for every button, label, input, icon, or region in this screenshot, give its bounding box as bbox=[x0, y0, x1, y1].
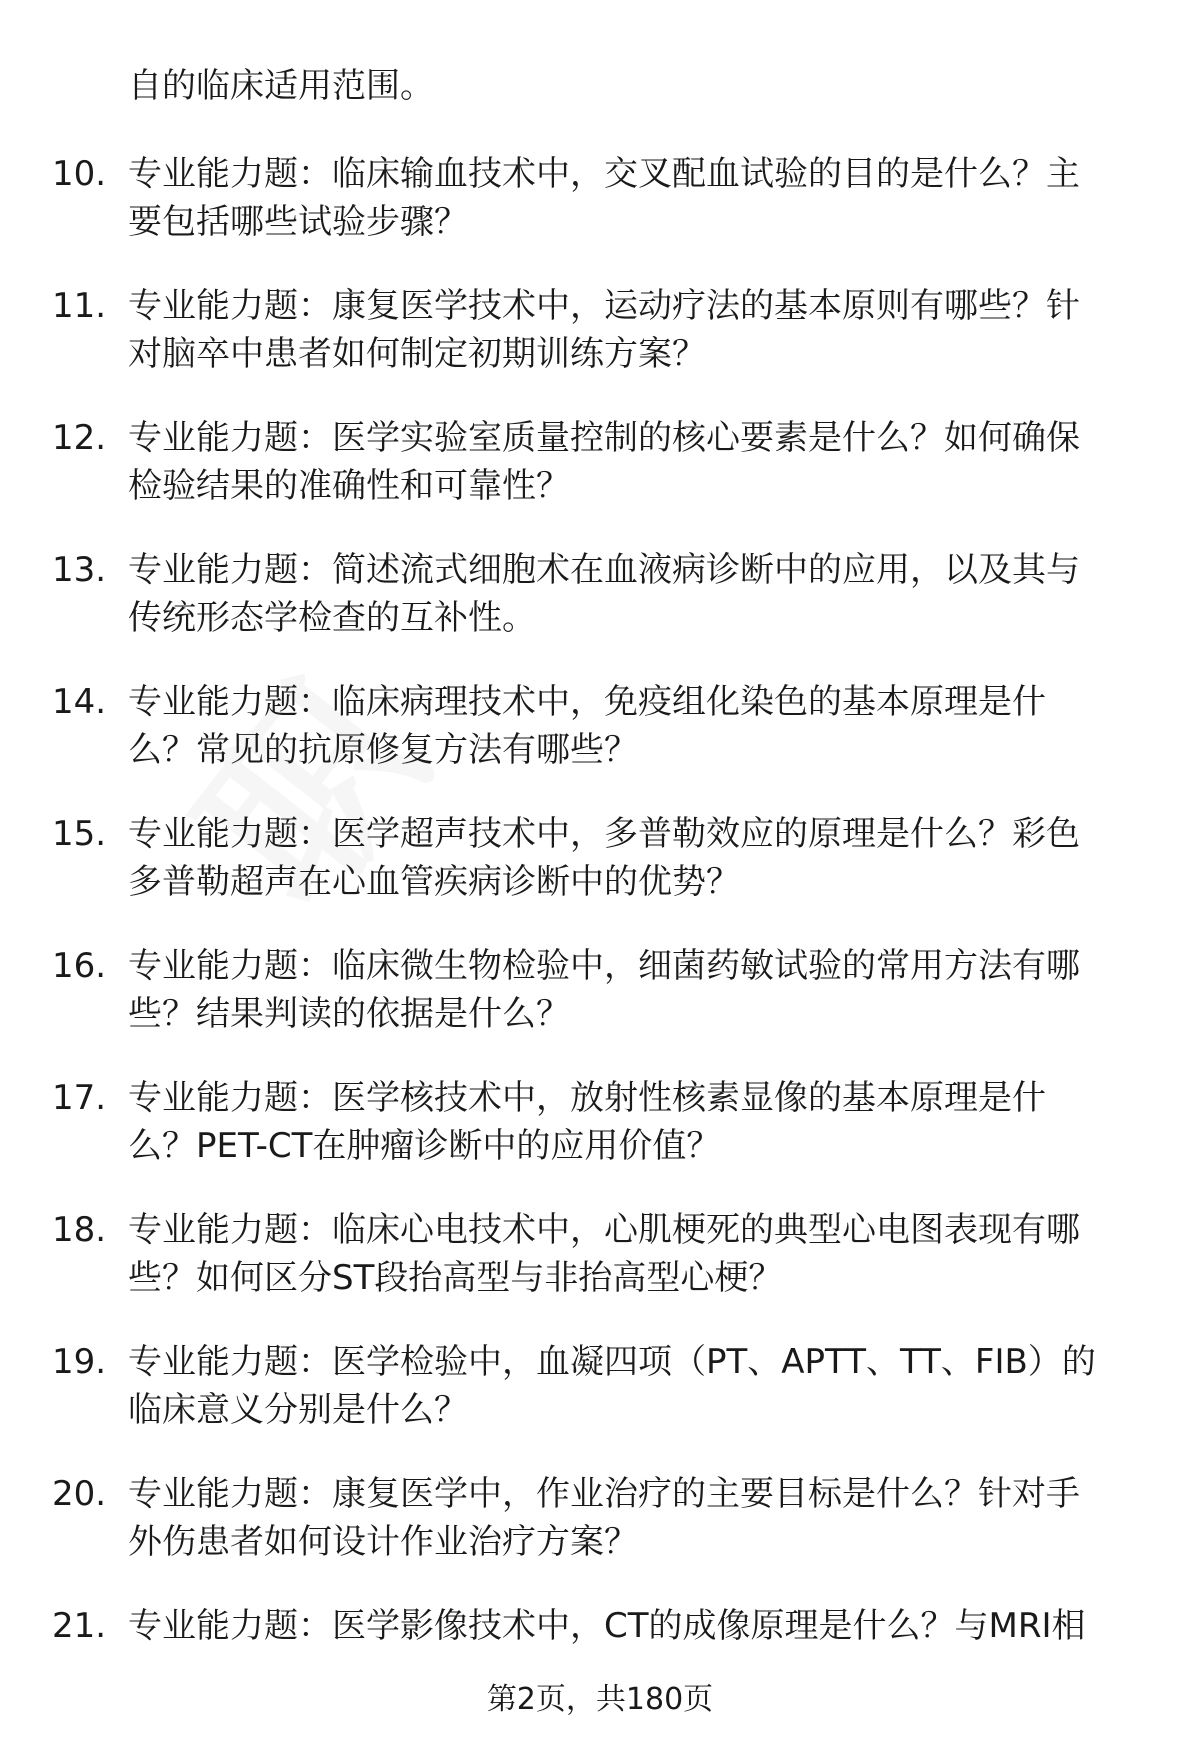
question-number: 13. bbox=[52, 550, 107, 590]
question-text-line-1: 专业能力题：医学实验室质量控制的核心要素是什么？如何确保 bbox=[128, 418, 1080, 458]
question-text-line-2: 些？结果判读的依据是什么？ bbox=[128, 994, 570, 1034]
question-list bbox=[0, 150, 1200, 1734]
question-text-line-2: 么？PET-CT在肿瘤诊断中的应用价值？ bbox=[128, 1126, 721, 1166]
question-item bbox=[0, 942, 1200, 1074]
question-text-line-2: 要包括哪些试验步骤？ bbox=[128, 202, 468, 242]
question-text-line-1: 专业能力题：临床心电技术中，心肌梗死的典型心电图表现有哪 bbox=[128, 1210, 1080, 1250]
question-item bbox=[0, 150, 1200, 282]
question-text-line-2: 外伤患者如何设计作业治疗方案？ bbox=[128, 1522, 638, 1562]
question-number: 12. bbox=[52, 418, 107, 458]
question-number: 10. bbox=[52, 154, 107, 194]
question-item bbox=[0, 810, 1200, 942]
question-item bbox=[0, 1206, 1200, 1338]
page-footer: 第2页，共180页 bbox=[486, 1682, 714, 1717]
question-number: 17. bbox=[52, 1078, 107, 1118]
question-number: 18. bbox=[52, 1210, 107, 1250]
question-item bbox=[0, 546, 1200, 678]
question-text-line-1: 专业能力题：临床微生物检验中，细菌药敏试验的常用方法有哪 bbox=[128, 946, 1080, 986]
question-text-line-1: 专业能力题：医学超声技术中，多普勒效应的原理是什么？彩色 bbox=[128, 814, 1080, 854]
question-text-line-2: 检验结果的准确性和可靠性？ bbox=[128, 466, 570, 506]
question-text-line-1: 专业能力题：简述流式细胞术在血液病诊断中的应用，以及其与 bbox=[128, 550, 1080, 590]
question-text-line-1: 专业能力题：医学检验中，血凝四项（PT、APTT、TT、FIB）的 bbox=[128, 1342, 1096, 1382]
question-item bbox=[0, 282, 1200, 414]
question-number: 20. bbox=[52, 1474, 107, 1514]
question-number: 16. bbox=[52, 946, 107, 986]
question-number: 19. bbox=[52, 1342, 107, 1382]
question-item bbox=[0, 1470, 1200, 1602]
question-number: 15. bbox=[52, 814, 107, 854]
question-text-line-2: 临床意义分别是什么？ bbox=[128, 1390, 468, 1430]
question-item bbox=[0, 1338, 1200, 1470]
question-text-line-2: 多普勒超声在心血管疾病诊断中的优势？ bbox=[128, 862, 740, 902]
question-text-line-2: 些？如何区分ST段抬高型与非抬高型心梗？ bbox=[128, 1258, 783, 1298]
question-text-line-2: 么？常见的抗原修复方法有哪些？ bbox=[128, 730, 638, 770]
question-number: 21. bbox=[52, 1606, 107, 1646]
question-text-line-1: 专业能力题：医学核技术中，放射性核素显像的基本原理是什 bbox=[128, 1078, 1046, 1118]
question-item bbox=[0, 414, 1200, 546]
question-text-line-1: 专业能力题：康复医学中，作业治疗的主要目标是什么？针对手 bbox=[128, 1474, 1080, 1514]
question-item bbox=[0, 678, 1200, 810]
question-text-line-1: 专业能力题：医学影像技术中，CT的成像原理是什么？与MRI相 bbox=[128, 1606, 1086, 1646]
question-number: 14. bbox=[52, 682, 107, 722]
question-text-line-1: 专业能力题：临床输血技术中，交叉配血试验的目的是什么？主 bbox=[128, 154, 1080, 194]
question-text-line-2: 对脑卒中患者如何制定初期训练方案？ bbox=[128, 334, 706, 374]
continuation-text: 自的临床适用范围。 bbox=[128, 66, 434, 106]
question-number: 11. bbox=[52, 286, 107, 326]
question-text-line-2: 传统形态学检查的互补性。 bbox=[128, 598, 536, 638]
question-item bbox=[0, 1074, 1200, 1206]
question-text-line-1: 专业能力题：康复医学技术中，运动疗法的基本原则有哪些？针 bbox=[128, 286, 1080, 326]
question-text-line-1: 专业能力题：临床病理技术中，免疫组化染色的基本原理是什 bbox=[128, 682, 1046, 722]
